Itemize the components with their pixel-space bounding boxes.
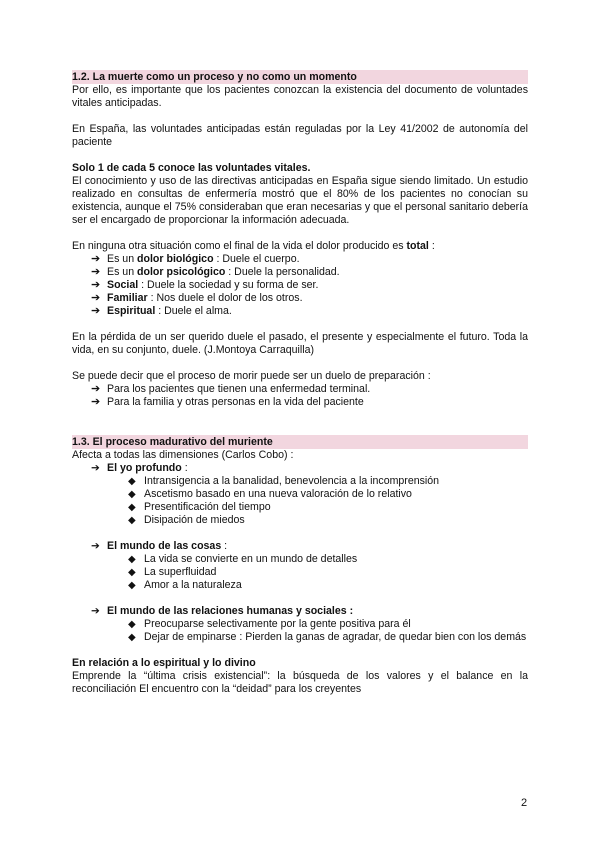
list-item: ◆ Disipación de miedos bbox=[128, 514, 245, 526]
section-heading-1-2: 1.2. La muerte como un proceso y no como un momento bbox=[72, 70, 528, 84]
subheading-yo-profundo: ➔ El yo profundo : bbox=[91, 462, 188, 474]
paragraph-estudio: El conocimiento y uso de las directivas anticipadas en España sigue siendo limitado. Un estudio realizado en consultas de enfermería mostró que el 80% de los pacientes no conocían su existencia, aunque el 75% consideraban que eran necesarias y que el personal sanitario debería ser el encargado de proporcionar la información adecuada. bbox=[72, 175, 528, 226]
pain-list bbox=[72, 253, 528, 318]
list-item: ➔ Para la familia y otras personas en la vida del paciente bbox=[91, 396, 364, 408]
paragraph-espiritual: Emprende la “última crisis existencial”: la búsqueda de los valores y el balance en la reconciliación El encuentro con la “deidad” para los creyentes bbox=[72, 670, 528, 695]
subheading-relaciones: ➔ El mundo de las relaciones humanas y sociales : bbox=[91, 605, 354, 617]
mundo-cosas-list bbox=[72, 553, 528, 592]
diamond-bullet-icon: ◆ bbox=[128, 476, 136, 487]
list-item: ◆ Amor a la naturaleza bbox=[128, 579, 242, 591]
arrow-icon: ➔ bbox=[91, 253, 101, 265]
list-item: ➔ Para los pacientes que tienen una enfermedad terminal. bbox=[91, 383, 371, 395]
list-item: ➔ Espiritual : Duele el alma. bbox=[91, 305, 232, 317]
list-item: ◆ La superfluidad bbox=[128, 566, 217, 578]
arrow-icon: ➔ bbox=[91, 292, 101, 304]
diamond-bullet-icon: ◆ bbox=[128, 515, 136, 526]
bold-heading-espiritual: En relación a lo espiritual y lo divino bbox=[72, 657, 256, 669]
document-page bbox=[72, 70, 528, 696]
bold-heading-solo-1-de-5: Solo 1 de cada 5 conoce las voluntades vitales. bbox=[72, 162, 311, 174]
list-item: ◆ Ascetismo basado en una nueva valoración de lo relativo bbox=[128, 488, 412, 500]
subheading-mundo-cosas: ➔ El mundo de las cosas : bbox=[91, 540, 228, 552]
diamond-bullet-icon: ◆ bbox=[128, 619, 136, 630]
diamond-bullet-icon: ◆ bbox=[128, 554, 136, 565]
list-item: ➔ Es un dolor biológico : Duele el cuerpo. bbox=[91, 253, 300, 265]
diamond-bullet-icon: ◆ bbox=[128, 632, 136, 643]
paragraph-dimensiones: Afecta a todas las dimensiones (Carlos Cobo) : bbox=[72, 449, 294, 461]
arrow-icon: ➔ bbox=[91, 279, 101, 291]
list-item: ◆ Dejar de empinarse : Pierden la ganas de agradar, de quedar bien con los demás bbox=[128, 631, 527, 643]
arrow-icon: ➔ bbox=[91, 396, 101, 408]
preparation-list bbox=[72, 383, 528, 409]
page-number: 2 bbox=[521, 797, 528, 809]
paragraph-dolor-total: En ninguna otra situación como el final de la vida el dolor producido es total : bbox=[72, 240, 435, 252]
list-item: ◆ Preocuparse selectivamente por la gente positiva para él bbox=[128, 618, 411, 630]
list-item: ➔ Es un dolor psicológico : Duele la personalidad. bbox=[91, 266, 340, 278]
list-item: ➔ Social : Duele la sociedad y su forma de ser. bbox=[91, 279, 319, 291]
list-item: ◆ Presentificación del tiempo bbox=[128, 501, 271, 513]
paragraph-perdida: En la pérdida de un ser querido duele el pasado, el presente y especialmente el futuro. Toda la vida, en su conjunto, duele. (J.Montoya Carraquilla) bbox=[72, 331, 528, 356]
arrow-icon: ➔ bbox=[91, 266, 101, 278]
arrow-icon: ➔ bbox=[91, 462, 100, 474]
diamond-bullet-icon: ◆ bbox=[128, 489, 136, 500]
relaciones-list bbox=[72, 618, 528, 644]
diamond-bullet-icon: ◆ bbox=[128, 580, 136, 591]
arrow-icon: ➔ bbox=[91, 383, 101, 395]
diamond-bullet-icon: ◆ bbox=[128, 567, 136, 578]
list-item: ➔ Familiar : Nos duele el dolor de los otros. bbox=[91, 292, 303, 304]
list-item: ◆ Intransigencia a la banalidad, benevolencia a la incomprensión bbox=[128, 475, 440, 487]
diamond-bullet-icon: ◆ bbox=[128, 502, 136, 513]
list-item: ◆ La vida se convierte en un mundo de detalles bbox=[128, 553, 358, 565]
paragraph-duelo-preparacion: Se puede decir que el proceso de morir puede ser un duelo de preparación : bbox=[72, 370, 431, 382]
arrow-icon: ➔ bbox=[91, 605, 100, 617]
yo-profundo-list bbox=[72, 475, 528, 527]
paragraph-voluntades-intro: Por ello, es importante que los pacientes conozcan la existencia del documento de voluntades vitales anticipadas. bbox=[72, 84, 528, 109]
paragraph-ley: En España, las voluntades anticipadas están reguladas por la Ley 41/2002 de autonomía del paciente bbox=[72, 123, 528, 148]
arrow-icon: ➔ bbox=[91, 305, 101, 317]
arrow-icon: ➔ bbox=[91, 540, 100, 552]
section-heading-1-3: 1.3. El proceso madurativo del muriente bbox=[72, 435, 528, 449]
